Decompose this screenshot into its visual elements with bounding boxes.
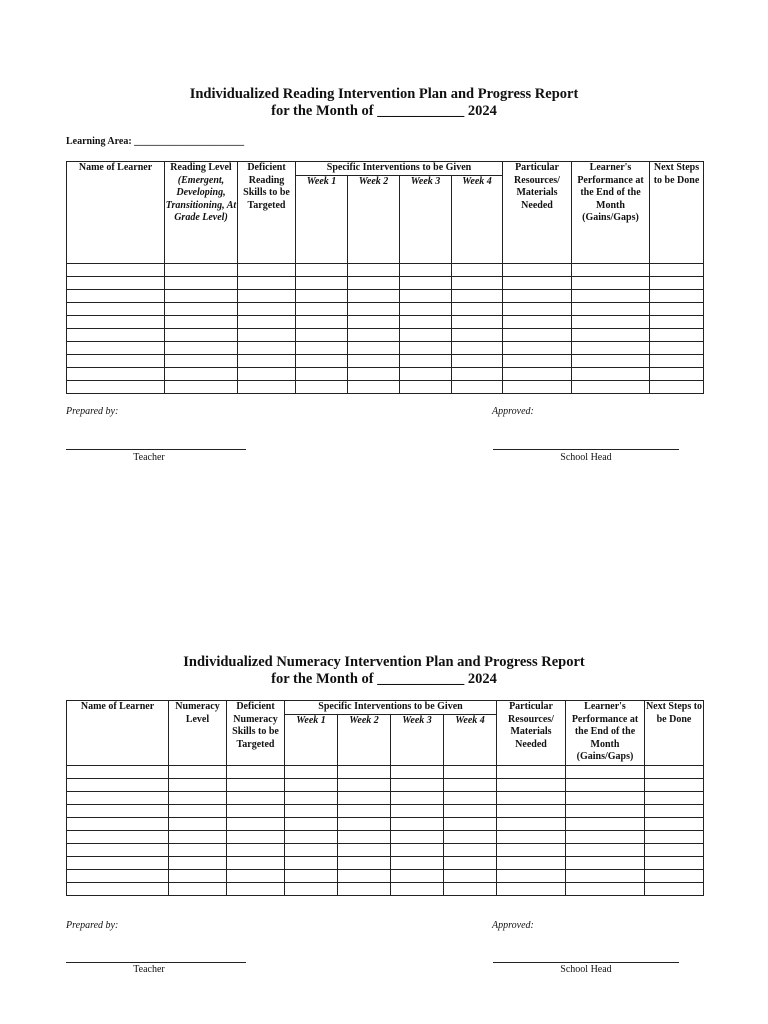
table-cell[interactable] [503, 354, 572, 367]
table-cell[interactable] [165, 354, 238, 367]
table-cell[interactable] [572, 263, 650, 276]
table-cell[interactable] [165, 315, 238, 328]
table-cell[interactable] [566, 830, 645, 843]
reading-head-caption: School Head [560, 452, 612, 463]
table-cell[interactable] [650, 367, 704, 380]
table-cell[interactable] [400, 354, 452, 367]
table-cell[interactable] [338, 869, 391, 882]
table-cell[interactable] [503, 341, 572, 354]
table-cell[interactable] [296, 263, 348, 276]
table-row[interactable] [67, 791, 704, 804]
reading-table [66, 161, 704, 394]
numeracy-teacher-signature-line[interactable] [66, 962, 246, 963]
table-cell[interactable] [400, 341, 452, 354]
table-cell[interactable] [338, 778, 391, 791]
table-cell[interactable] [572, 302, 650, 315]
table-cell[interactable] [227, 765, 285, 778]
table-cell[interactable] [169, 804, 227, 817]
table-cell[interactable] [452, 315, 503, 328]
col-next-steps: Next Steps to be Done [650, 162, 704, 264]
table-cell[interactable] [338, 882, 391, 895]
table-cell[interactable] [338, 843, 391, 856]
table-cell[interactable] [296, 341, 348, 354]
table-cell[interactable] [444, 765, 497, 778]
table-cell[interactable] [400, 263, 452, 276]
numeracy-head-caption: School Head [560, 964, 612, 975]
table-cell[interactable] [285, 830, 338, 843]
table-cell[interactable] [572, 276, 650, 289]
col-reading-level [165, 162, 238, 264]
table-cell[interactable] [169, 817, 227, 830]
table-cell[interactable] [566, 817, 645, 830]
numeracy-head-signature-line[interactable] [493, 962, 679, 963]
table-cell[interactable] [67, 276, 165, 289]
table-cell[interactable] [566, 843, 645, 856]
table-cell[interactable] [452, 354, 503, 367]
table-cell[interactable] [67, 830, 169, 843]
table-cell[interactable] [444, 778, 497, 791]
table-cell[interactable] [391, 765, 444, 778]
table-cell[interactable] [503, 289, 572, 302]
table-cell[interactable] [67, 804, 169, 817]
table-cell[interactable] [165, 263, 238, 276]
table-cell[interactable] [572, 289, 650, 302]
reading-head-signature-line[interactable] [493, 449, 679, 450]
numeracy-table-body[interactable] [67, 765, 704, 895]
table-cell[interactable] [497, 830, 566, 843]
table-cell[interactable] [67, 869, 169, 882]
table-cell[interactable] [566, 791, 645, 804]
table-cell[interactable] [348, 341, 400, 354]
reading-teacher-caption: Teacher [133, 452, 165, 463]
table-cell[interactable] [296, 289, 348, 302]
table-cell[interactable] [169, 791, 227, 804]
table-cell[interactable] [645, 765, 704, 778]
table-cell[interactable] [645, 843, 704, 856]
table-cell[interactable] [444, 804, 497, 817]
col-deficient-skills: Deficient Reading Skills to be Targeted [238, 162, 296, 264]
table-cell[interactable] [169, 765, 227, 778]
table-cell[interactable] [238, 263, 296, 276]
table-cell[interactable] [497, 843, 566, 856]
numeracy-teacher-caption: Teacher [133, 964, 165, 975]
table-cell[interactable] [165, 380, 238, 393]
table-cell[interactable] [645, 804, 704, 817]
table-cell[interactable] [67, 341, 165, 354]
table-cell[interactable] [165, 302, 238, 315]
table-cell[interactable] [645, 830, 704, 843]
table-cell[interactable] [572, 380, 650, 393]
table-cell[interactable] [400, 302, 452, 315]
table-cell[interactable] [645, 778, 704, 791]
table-cell[interactable] [566, 856, 645, 869]
table-cell[interactable] [503, 276, 572, 289]
table-cell[interactable] [338, 817, 391, 830]
col-performance: Learner's Performance at the End of the Month (Gains/Gaps) [566, 701, 645, 766]
table-cell[interactable] [227, 856, 285, 869]
table-cell[interactable] [645, 869, 704, 882]
col-numeracy-level: Numeracy Level [169, 701, 227, 766]
table-cell[interactable] [348, 328, 400, 341]
table-cell[interactable] [444, 869, 497, 882]
table-cell[interactable] [165, 276, 238, 289]
table-cell[interactable] [572, 341, 650, 354]
table-cell[interactable] [227, 791, 285, 804]
table-cell[interactable] [572, 315, 650, 328]
table-cell[interactable] [452, 380, 503, 393]
table-cell[interactable] [348, 380, 400, 393]
table-cell[interactable] [650, 315, 704, 328]
table-cell[interactable] [400, 380, 452, 393]
table-cell[interactable] [165, 328, 238, 341]
table-cell[interactable] [285, 869, 338, 882]
table-cell[interactable] [650, 276, 704, 289]
table-cell[interactable] [67, 354, 165, 367]
col-resources: Particular Resources/ Materials Needed [503, 162, 572, 264]
table-cell[interactable] [444, 830, 497, 843]
table-cell[interactable] [285, 843, 338, 856]
table-cell[interactable] [67, 263, 165, 276]
table-row[interactable] [67, 817, 704, 830]
reading-prepared-label: Prepared by: [66, 406, 119, 417]
table-cell[interactable] [645, 882, 704, 895]
table-cell[interactable] [650, 341, 704, 354]
table-cell[interactable] [650, 263, 704, 276]
table-cell[interactable] [503, 328, 572, 341]
table-cell[interactable] [338, 830, 391, 843]
table-row[interactable] [67, 843, 704, 856]
table-cell[interactable] [348, 263, 400, 276]
col-name-of-learner: Name of Learner [67, 701, 169, 766]
table-cell[interactable] [338, 791, 391, 804]
table-cell[interactable] [645, 817, 704, 830]
table-cell[interactable] [285, 817, 338, 830]
table-cell[interactable] [497, 869, 566, 882]
table-cell[interactable] [296, 380, 348, 393]
table-cell[interactable] [444, 882, 497, 895]
table-cell[interactable] [503, 367, 572, 380]
table-cell[interactable] [238, 380, 296, 393]
table-cell[interactable] [238, 302, 296, 315]
table-cell[interactable] [645, 856, 704, 869]
table-cell[interactable] [452, 276, 503, 289]
table-row[interactable] [67, 341, 704, 354]
col-resources: Particular Resources/ Materials Needed [497, 701, 566, 766]
reading-level-label: Reading Level [170, 162, 232, 173]
table-cell[interactable] [650, 302, 704, 315]
reading-title-line2: for the Month of ____________ 2024 [271, 103, 497, 119]
table-cell[interactable] [566, 765, 645, 778]
table-cell[interactable] [650, 289, 704, 302]
table-cell[interactable] [391, 882, 444, 895]
table-cell[interactable] [67, 882, 169, 895]
table-cell[interactable] [400, 367, 452, 380]
table-cell[interactable] [400, 289, 452, 302]
table-cell[interactable] [391, 778, 444, 791]
table-row[interactable] [67, 765, 704, 778]
table-cell[interactable] [227, 830, 285, 843]
table-row[interactable] [67, 302, 704, 315]
table-cell[interactable] [285, 778, 338, 791]
table-cell[interactable] [452, 341, 503, 354]
table-cell[interactable] [452, 289, 503, 302]
col-next-steps: Next Steps to be Done [645, 701, 704, 766]
table-cell[interactable] [391, 869, 444, 882]
table-cell[interactable] [296, 315, 348, 328]
reading-approved-label: Approved: [492, 406, 534, 417]
table-cell[interactable] [238, 289, 296, 302]
table-cell[interactable] [165, 367, 238, 380]
col-week-3: Week 3 [400, 175, 452, 263]
table-cell[interactable] [338, 804, 391, 817]
table-cell[interactable] [227, 778, 285, 791]
table-row[interactable] [67, 856, 704, 869]
table-cell[interactable] [572, 367, 650, 380]
table-cell[interactable] [348, 315, 400, 328]
table-cell[interactable] [566, 882, 645, 895]
table-cell[interactable] [227, 869, 285, 882]
table-cell[interactable] [296, 354, 348, 367]
table-cell[interactable] [285, 765, 338, 778]
table-cell[interactable] [169, 778, 227, 791]
table-cell[interactable] [452, 302, 503, 315]
table-cell[interactable] [566, 804, 645, 817]
table-cell[interactable] [391, 804, 444, 817]
table-cell[interactable] [391, 817, 444, 830]
reading-teacher-signature-line[interactable] [66, 449, 246, 450]
table-cell[interactable] [296, 276, 348, 289]
table-row[interactable] [67, 869, 704, 882]
col-week-1: Week 1 [285, 714, 338, 765]
col-week-3: Week 3 [391, 714, 444, 765]
table-row[interactable] [67, 276, 704, 289]
table-cell[interactable] [348, 367, 400, 380]
table-cell[interactable] [338, 856, 391, 869]
table-cell[interactable] [169, 869, 227, 882]
table-cell[interactable] [348, 276, 400, 289]
table-cell[interactable] [296, 367, 348, 380]
table-cell[interactable] [452, 367, 503, 380]
table-cell[interactable] [296, 328, 348, 341]
table-cell[interactable] [348, 354, 400, 367]
table-cell[interactable] [238, 341, 296, 354]
numeracy-prepared-label: Prepared by: [66, 920, 119, 931]
table-cell[interactable] [67, 289, 165, 302]
table-cell[interactable] [67, 791, 169, 804]
col-week-4: Week 4 [452, 175, 503, 263]
table-cell[interactable] [285, 804, 338, 817]
table-row[interactable] [67, 289, 704, 302]
table-cell[interactable] [165, 341, 238, 354]
learning-area-field[interactable]: Learning Area: ______________________ [66, 136, 245, 147]
reading-level-options: (Emergent, Developing, Transitioning, At Grade Level) [165, 174, 237, 223]
numeracy-title-line2: for the Month of ____________ 2024 [271, 671, 497, 687]
numeracy-title-line1: Individualized Numeracy Intervention Plan and Progress Report [183, 654, 585, 670]
table-cell[interactable] [348, 289, 400, 302]
table-cell[interactable] [165, 289, 238, 302]
table-cell[interactable] [503, 302, 572, 315]
table-cell[interactable] [400, 276, 452, 289]
table-cell[interactable] [444, 817, 497, 830]
table-cell[interactable] [285, 856, 338, 869]
col-week-4: Week 4 [444, 714, 497, 765]
table-cell[interactable] [67, 367, 165, 380]
table-cell[interactable] [497, 882, 566, 895]
table-cell[interactable] [503, 315, 572, 328]
reading-table-body[interactable] [67, 263, 704, 393]
table-cell[interactable] [444, 856, 497, 869]
table-cell[interactable] [497, 791, 566, 804]
table-cell[interactable] [296, 302, 348, 315]
reading-title-line1: Individualized Reading Intervention Plan and Progress Report [189, 86, 579, 102]
table-cell[interactable] [227, 882, 285, 895]
table-cell[interactable] [572, 328, 650, 341]
table-cell[interactable] [227, 843, 285, 856]
table-cell[interactable] [285, 882, 338, 895]
table-cell[interactable] [67, 328, 165, 341]
table-cell[interactable] [497, 817, 566, 830]
table-cell[interactable] [67, 856, 169, 869]
table-cell[interactable] [67, 302, 165, 315]
table-row[interactable] [67, 263, 704, 276]
table-cell[interactable] [497, 804, 566, 817]
table-cell[interactable] [67, 817, 169, 830]
table-cell[interactable] [444, 843, 497, 856]
numeracy-approved-label: Approved: [492, 920, 534, 931]
table-row[interactable] [67, 380, 704, 393]
table-row[interactable] [67, 882, 704, 895]
table-cell[interactable] [391, 791, 444, 804]
table-cell[interactable] [169, 830, 227, 843]
table-cell[interactable] [67, 380, 165, 393]
table-cell[interactable] [650, 354, 704, 367]
table-cell[interactable] [444, 791, 497, 804]
table-cell[interactable] [503, 380, 572, 393]
col-interventions: Specific Interventions to be Given [296, 162, 503, 176]
col-performance: Learner's Performance at the End of the Month (Gains/Gaps) [572, 162, 650, 264]
table-row[interactable] [67, 804, 704, 817]
table-row[interactable] [67, 367, 704, 380]
col-week-2: Week 2 [348, 175, 400, 263]
table-cell[interactable] [285, 791, 338, 804]
table-cell[interactable] [452, 328, 503, 341]
col-week-1: Week 1 [296, 175, 348, 263]
table-row[interactable] [67, 354, 704, 367]
col-deficient-skills: Deficient Numeracy Skills to be Targeted [227, 701, 285, 766]
table-cell[interactable] [67, 843, 169, 856]
table-cell[interactable] [238, 276, 296, 289]
table-cell[interactable] [391, 830, 444, 843]
table-cell[interactable] [67, 315, 165, 328]
table-cell[interactable] [169, 843, 227, 856]
table-cell[interactable] [497, 765, 566, 778]
table-cell[interactable] [503, 263, 572, 276]
col-interventions: Specific Interventions to be Given [285, 701, 497, 715]
table-cell[interactable] [566, 869, 645, 882]
table-cell[interactable] [169, 856, 227, 869]
table-cell[interactable] [566, 778, 645, 791]
table-cell[interactable] [391, 843, 444, 856]
table-cell[interactable] [227, 804, 285, 817]
table-cell[interactable] [238, 328, 296, 341]
table-cell[interactable] [338, 765, 391, 778]
table-row[interactable] [67, 830, 704, 843]
table-cell[interactable] [238, 315, 296, 328]
table-cell[interactable] [650, 380, 704, 393]
table-cell[interactable] [67, 778, 169, 791]
table-cell[interactable] [452, 263, 503, 276]
table-cell[interactable] [650, 328, 704, 341]
table-row[interactable] [67, 328, 704, 341]
table-cell[interactable] [645, 791, 704, 804]
table-cell[interactable] [400, 315, 452, 328]
table-cell[interactable] [391, 856, 444, 869]
table-cell[interactable] [497, 778, 566, 791]
col-name-of-learner: Name of Learner [67, 162, 165, 264]
table-cell[interactable] [348, 302, 400, 315]
table-row[interactable] [67, 778, 704, 791]
table-row[interactable] [67, 315, 704, 328]
reading-title [0, 86, 768, 120]
numeracy-title [0, 654, 768, 688]
table-cell[interactable] [497, 856, 566, 869]
table-cell[interactable] [572, 354, 650, 367]
table-cell[interactable] [238, 354, 296, 367]
numeracy-table [66, 700, 704, 896]
table-cell[interactable] [238, 367, 296, 380]
col-week-2: Week 2 [338, 714, 391, 765]
table-cell[interactable] [400, 328, 452, 341]
table-cell[interactable] [67, 765, 169, 778]
table-cell[interactable] [169, 882, 227, 895]
table-cell[interactable] [227, 817, 285, 830]
